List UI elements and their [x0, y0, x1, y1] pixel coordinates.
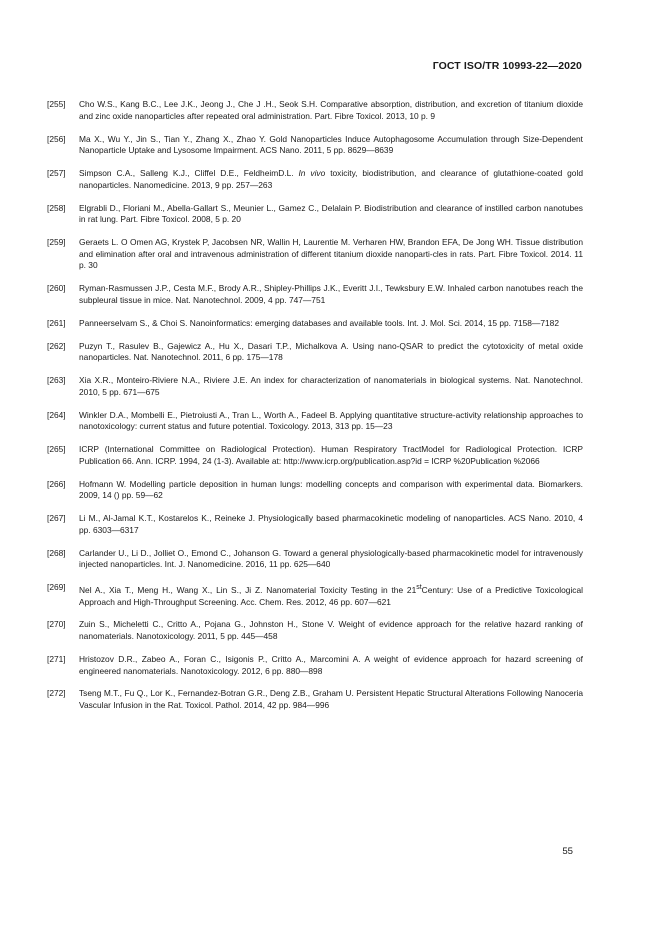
- reference-item: [47, 479, 583, 502]
- reference-number: [267]: [47, 513, 66, 523]
- reference-item: [47, 134, 583, 157]
- reference-text: Li M., Al-Jamal K.T., Kostarelos K., Reineke J. Physiologically based pharmacokinetic modeling of nanoparticles. ACS Nano. 2010, 4 pp. 6303—6317: [79, 513, 583, 535]
- reference-number: [265]: [47, 444, 66, 454]
- reference-text-start: Nel A., Xia T., Meng H., Wang X., Lin S., Ji Z. Nanomaterial Toxicity Testing in the 21: [79, 584, 417, 595]
- reference-text-superscript: st: [416, 584, 422, 591]
- reference-number: [270]: [47, 619, 66, 630]
- reference-item: [47, 283, 583, 306]
- reference-text: Tseng M.T., Fu Q., Lor K., Fernandez-Botran G.R., Deng Z.B., Graham U. Persistent Hepatic Structural Alterations Following Nanoceria Vascular Infusion in the Rat. Toxicol. Pathol. 2014, 42 pp. 984—996: [79, 688, 583, 710]
- reference-item: [47, 688, 583, 711]
- reference-text: ICRP (International Committee on Radiological Protection). Human Respiratory TractModel for Radiological Protection. ICRP Publication 66. Ann. ICRP. 1994, 24 (1-3). Available at: http://www.icrp.org/publication.asp?id = ICRP %20Publication %2066: [79, 444, 583, 466]
- reference-text: Hofmann W. Modelling particle deposition in human lungs: modelling concepts and comparison with experimental data. Biomarkers. 2009, 14 () pp. 59—62: [79, 478, 583, 501]
- reference-text: Ma X., Wu Y., Jin S., Tian Y., Zhang X., Zhao Y. Gold Nanoparticles Induce Autophagosome Accumulation through Size-Dependent Nanoparticle Uptake and Lysosome Impairment. ACS Nano. 2011, 5 pp. 8629—8639: [79, 133, 583, 156]
- reference-number: [272]: [47, 688, 66, 699]
- reference-text: Winkler D.A., Mombelli E., Pietroiusti A., Tran L., Worth A., Fadeel B. Applying quantitative structure-activity relationship approaches to nanotoxicology: current status and future potential. Toxicology. 2013, 313 pp. 15—23: [79, 409, 583, 432]
- reference-item: [47, 341, 583, 364]
- reference-item: [47, 99, 583, 122]
- reference-number: [268]: [47, 547, 66, 558]
- reference-number: [256]: [47, 133, 66, 144]
- reference-number: [261]: [47, 317, 66, 328]
- reference-text: Ryman-Rasmussen J.P., Cesta M.F., Brody A.R., Shipley-Phillips J.K., Everitt J.I., Tewksbury E.W. Inhaled carbon nanotubes reach the subpleural tissue in mice. Nat. Nanotechnol. 2009, 4 pp. 747—751: [79, 283, 583, 305]
- reference-item: [47, 375, 583, 398]
- reference-item: [47, 203, 583, 226]
- reference-item: [47, 168, 583, 191]
- reference-number: [262]: [47, 340, 66, 351]
- reference-text: Geraets L. O Omen AG, Krystek P, Jacobsen NR, Wallin H, Laurentie M. Verharen HW, Brandon EFA, De Jong WH. Tissue distribution and elimination after oral and intravenous administration of different titanium dioxide nanoparti-cles in rats. Part. Fibre Toxicol. 2014. 11 p. 30: [79, 237, 583, 271]
- reference-text: Panneerselvam S., & Choi S. Nanoinformatics: emerging databases and available tools. Int. J. Mol. Sci. 2014, 15 pp. 7158—7182: [79, 317, 559, 328]
- reference-item: [47, 513, 583, 536]
- reference-text: Xia X.R., Monteiro-Riviere N.A., Riviere J.E. An index for characterization of nanomaterials in biological systems. Nat. Nanotechnol. 2010, 5 pp. 671—675: [79, 375, 583, 397]
- reference-number: [269]: [47, 582, 66, 592]
- reference-list: [47, 99, 583, 723]
- reference-number: [266]: [47, 478, 66, 489]
- reference-text: Elgrabli D., Floriani M., Abella-Gallart S., Meunier L., Gamez C., Delalain P. Biodistribution and clearance of instilled carbon nanotubes in rat lung. Part. Fibre Toxicol. 2008, 5 p. 20: [79, 202, 583, 225]
- reference-item: [47, 237, 583, 272]
- reference-number: [271]: [47, 653, 66, 664]
- reference-number: [263]: [47, 375, 66, 385]
- reference-item: [47, 619, 583, 642]
- reference-number: [260]: [47, 283, 66, 294]
- page-number: 55: [562, 846, 573, 857]
- reference-number: [255]: [47, 99, 66, 109]
- reference-text: Puzyn T., Rasulev B., Gajewicz A., Hu X., Dasari T.P., Michalkova A. Using nano-QSAR to predict the cytotoxicity of metal oxide nanoparticles. Nat. Nanotechnol. 2011, 6 pp. 175—178: [79, 340, 583, 363]
- reference-text-italic: In vivo: [298, 168, 326, 178]
- reference-number: [257]: [47, 168, 66, 178]
- reference-text-start: Simpson C.A., Salleng K.J., Cliffel D.E., FeldheimD.L.: [79, 168, 299, 178]
- reference-number: [264]: [47, 409, 66, 420]
- reference-text: Cho W.S., Kang B.C., Lee J.K., Jeong J., Che J .H., Seok S.H. Comparative absorption, distribution, and excretion of titanium dioxide and zinc oxide nanoparticles after repeated oral administration. Part. Fibre Toxicol. 2013, 10 p. 9: [79, 99, 583, 121]
- reference-text: [79, 168, 583, 191]
- reference-text: Hristozov D.R., Zabeo A., Foran C., Isigonis P., Critto A., Marcomini A. A weight of evidence approach for hazard screening of engineered nanomaterials. Nanotoxicology. 2012, 6 pp. 880—898: [79, 653, 583, 676]
- reference-item: [47, 444, 583, 467]
- reference-text-end: Century: Use of a Predictive Toxicological Approach and High-Throughput Screening. Acc. Chem. Res. 2012, 46 pp. 607—621: [79, 584, 584, 607]
- reference-item: [47, 318, 583, 330]
- reference-item: [47, 548, 583, 571]
- document-header: ГОСТ ISO/TR 10993-22—2020: [432, 60, 582, 72]
- reference-number: [259]: [47, 237, 66, 247]
- reference-item: [47, 410, 583, 433]
- reference-text: [79, 582, 583, 608]
- reference-item: [47, 582, 583, 608]
- reference-number: [258]: [47, 202, 66, 213]
- reference-text: Carlander U., Li D., Jolliet O., Emond C., Johanson G. Toward a general physiologically-based pharmacokinetic model for intravenously injected nanoparticles. Int. J. Nanomedicine. 2016, 11 pp. 625—640: [79, 547, 583, 570]
- reference-text: Zuin S., Micheletti C., Critto A., Pojana G., Johnston H., Stone V. Weight of evidence approach for the relative hazard ranking of nanomaterials. Nanotoxicology. 2011, 5 pp. 445—458: [79, 619, 583, 641]
- reference-item: [47, 654, 583, 677]
- reference-text-end: toxicity, biodistribution, and clearance of glutathione-coated gold nanoparticles. Nanomedicine. 2013, 9 pp. 257—263: [79, 168, 583, 190]
